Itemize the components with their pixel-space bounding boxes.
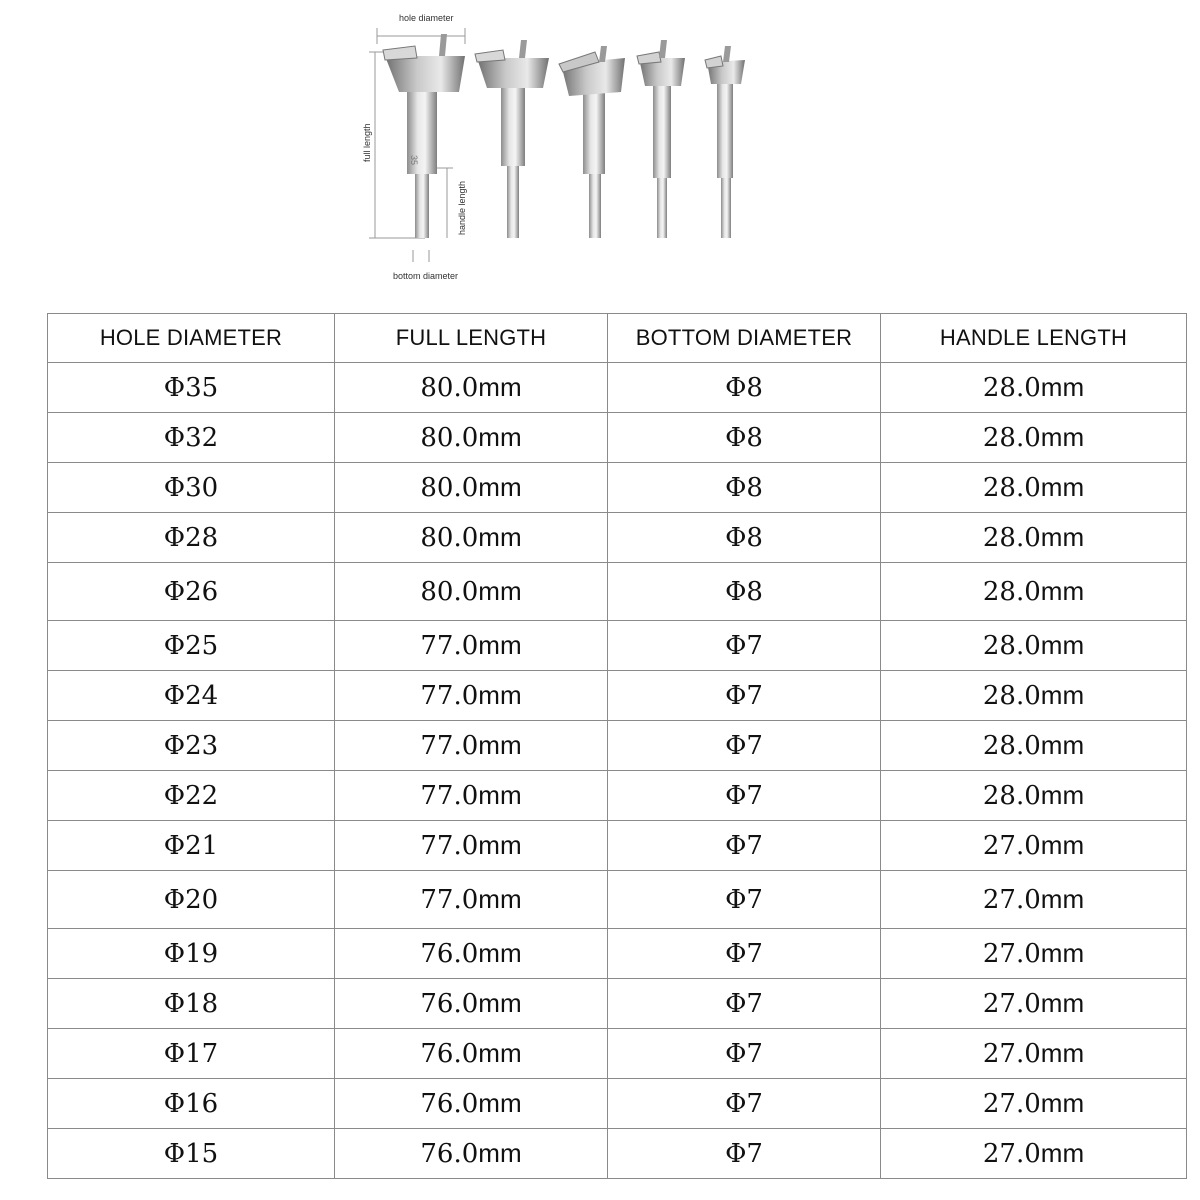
drill-bit-15: [705, 46, 745, 238]
value-text: 28.0: [982, 523, 1041, 553]
bottom-diameter-cell: Φ7: [608, 871, 881, 929]
full-length-cell: [335, 979, 608, 1029]
value-text: 27.0: [982, 989, 1041, 1019]
value-text: 77.0: [420, 831, 479, 861]
hole-diameter-cell: Φ23: [48, 721, 335, 771]
handle-length-cell: [881, 979, 1187, 1029]
value-text: 80.0: [420, 373, 479, 403]
unit-text: mm: [478, 630, 522, 660]
handle-length-cell: [881, 1129, 1187, 1179]
value-text: 77.0: [420, 731, 479, 761]
handle-length-cell: [881, 463, 1187, 513]
handle-length-cell: [881, 929, 1187, 979]
header-hole-diameter: HOLE DIAMETER: [48, 314, 335, 363]
value-text: 27.0: [982, 1039, 1041, 1069]
bottom-diameter-cell: Φ7: [608, 1129, 881, 1179]
table-row: [48, 1129, 1187, 1179]
table-row: [48, 463, 1187, 513]
drill-bit-20: [637, 40, 685, 238]
unit-text: mm: [478, 884, 522, 914]
unit-text: mm: [478, 522, 522, 552]
drill-bit-30: [475, 40, 549, 238]
value-text: 27.0: [982, 939, 1041, 969]
table-row: [48, 363, 1187, 413]
handle-length-cell: [881, 621, 1187, 671]
unit-text: mm: [1040, 938, 1085, 968]
svg-text:35: 35: [409, 155, 419, 166]
table-row: [48, 771, 1187, 821]
table-row: [48, 621, 1187, 671]
handle-length-cell: [881, 871, 1187, 929]
unit-text: mm: [478, 680, 522, 710]
value-text: 77.0: [420, 781, 479, 811]
unit-text: mm: [478, 830, 522, 860]
unit-text: mm: [1040, 630, 1085, 660]
hole-diameter-label: hole diameter: [399, 13, 454, 23]
value-text: 28.0: [982, 681, 1041, 711]
bottom-diameter-cell: Φ8: [608, 363, 881, 413]
full-length-cell: [335, 621, 608, 671]
unit-text: mm: [1040, 1088, 1085, 1118]
bottom-diameter-cell: Φ7: [608, 979, 881, 1029]
unit-text: mm: [478, 780, 522, 810]
header-bottom-diameter: BOTTOM DIAMETER: [608, 314, 881, 363]
unit-text: mm: [1040, 1038, 1085, 1068]
value-text: 28.0: [982, 631, 1041, 661]
full-length-cell: [335, 513, 608, 563]
hole-diameter-cell: Φ35: [48, 363, 335, 413]
unit-text: mm: [1040, 372, 1085, 402]
full-length-cell: [335, 363, 608, 413]
table-row: [48, 563, 1187, 621]
hole-diameter-cell: Φ20: [48, 871, 335, 929]
unit-text: mm: [478, 576, 522, 606]
hole-diameter-cell: Φ32: [48, 413, 335, 463]
handle-length-cell: [881, 513, 1187, 563]
handle-length-cell: [881, 1029, 1187, 1079]
value-text: 76.0: [420, 1089, 479, 1119]
full-length-label: full length: [362, 123, 372, 162]
bottom-diameter-cell: Φ7: [608, 671, 881, 721]
hole-diameter-cell: Φ15: [48, 1129, 335, 1179]
drill-bit-35: [383, 34, 465, 238]
unit-text: mm: [478, 372, 522, 402]
value-text: 28.0: [982, 373, 1041, 403]
bottom-diameter-cell: Φ7: [608, 721, 881, 771]
table-row: [48, 929, 1187, 979]
full-length-cell: [335, 771, 608, 821]
table-row: [48, 671, 1187, 721]
value-text: 76.0: [420, 989, 479, 1019]
value-text: 76.0: [420, 1039, 479, 1069]
full-length-cell: [335, 413, 608, 463]
handle-length-cell: [881, 721, 1187, 771]
value-text: 80.0: [420, 423, 479, 453]
table-header-row: [48, 314, 1187, 363]
table-row: [48, 979, 1187, 1029]
bottom-diameter-cell: Φ8: [608, 463, 881, 513]
value-text: 28.0: [982, 473, 1041, 503]
value-text: 27.0: [982, 885, 1041, 915]
hole-diameter-cell: Φ24: [48, 671, 335, 721]
table-row: [48, 1079, 1187, 1129]
handle-length-cell: [881, 563, 1187, 621]
unit-text: mm: [1040, 680, 1085, 710]
bottom-diameter-cell: Φ7: [608, 621, 881, 671]
unit-text: mm: [478, 472, 522, 502]
full-length-cell: [335, 1129, 608, 1179]
unit-text: mm: [1040, 522, 1085, 552]
spec-table: [47, 313, 1187, 1179]
hole-diameter-cell: Φ28: [48, 513, 335, 563]
hole-diameter-cell: Φ25: [48, 621, 335, 671]
header-handle-length: HANDLE LENGTH: [881, 314, 1187, 363]
bottom-diameter-cell: Φ8: [608, 563, 881, 621]
unit-text: mm: [1040, 780, 1085, 810]
table-row: [48, 513, 1187, 563]
bottom-diameter-cell: Φ7: [608, 821, 881, 871]
unit-text: mm: [1040, 830, 1085, 860]
table-row: [48, 821, 1187, 871]
hole-diameter-cell: Φ26: [48, 563, 335, 621]
unit-text: mm: [478, 1038, 522, 1068]
full-length-cell: [335, 671, 608, 721]
handle-length-cell: [881, 771, 1187, 821]
value-text: 27.0: [982, 831, 1041, 861]
table-row: [48, 413, 1187, 463]
hole-diameter-cell: Φ21: [48, 821, 335, 871]
table-row: [48, 871, 1187, 929]
bottom-diameter-cell: Φ7: [608, 1029, 881, 1079]
full-length-cell: [335, 1079, 608, 1129]
hole-diameter-cell: Φ17: [48, 1029, 335, 1079]
full-length-cell: [335, 721, 608, 771]
value-text: 28.0: [982, 423, 1041, 453]
value-text: 77.0: [420, 885, 479, 915]
unit-text: mm: [1040, 472, 1085, 502]
handle-length-label: handle length: [457, 180, 467, 235]
unit-text: mm: [1040, 884, 1085, 914]
hole-diameter-cell: Φ22: [48, 771, 335, 821]
handle-length-cell: [881, 671, 1187, 721]
handle-length-cell: [881, 1079, 1187, 1129]
value-text: 76.0: [420, 1139, 479, 1169]
bottom-diameter-cell: Φ7: [608, 929, 881, 979]
drill-bit-diagram: [355, 0, 785, 290]
drill-bit-25: [559, 46, 625, 238]
unit-text: mm: [1040, 730, 1085, 760]
full-length-cell: [335, 929, 608, 979]
unit-text: mm: [478, 730, 522, 760]
value-text: 80.0: [420, 577, 479, 607]
handle-length-cell: [881, 821, 1187, 871]
unit-text: mm: [1040, 988, 1085, 1018]
bottom-diameter-cell: Φ8: [608, 513, 881, 563]
value-text: 77.0: [420, 681, 479, 711]
full-length-cell: [335, 563, 608, 621]
unit-text: mm: [1040, 576, 1085, 606]
value-text: 28.0: [982, 731, 1041, 761]
unit-text: mm: [1040, 1138, 1085, 1168]
value-text: 80.0: [420, 523, 479, 553]
hole-diameter-cell: Φ16: [48, 1079, 335, 1129]
hole-diameter-cell: Φ19: [48, 929, 335, 979]
bottom-diameter-label: bottom diameter: [393, 271, 459, 281]
hole-diameter-cell: Φ18: [48, 979, 335, 1029]
handle-length-cell: [881, 413, 1187, 463]
value-text: 27.0: [982, 1089, 1041, 1119]
bottom-diameter-cell: Φ7: [608, 771, 881, 821]
full-length-cell: [335, 821, 608, 871]
unit-text: mm: [478, 988, 522, 1018]
value-text: 27.0: [982, 1139, 1041, 1169]
value-text: 76.0: [420, 939, 479, 969]
unit-text: mm: [478, 1088, 522, 1118]
value-text: 28.0: [982, 577, 1041, 607]
table-row: [48, 1029, 1187, 1079]
value-text: 77.0: [420, 631, 479, 661]
full-length-cell: [335, 463, 608, 513]
header-full-length: FULL LENGTH: [335, 314, 608, 363]
unit-text: mm: [1040, 422, 1085, 452]
unit-text: mm: [478, 1138, 522, 1168]
table-row: [48, 721, 1187, 771]
value-text: 28.0: [982, 781, 1041, 811]
value-text: 80.0: [420, 473, 479, 503]
table-body: [48, 363, 1187, 1179]
unit-text: mm: [478, 938, 522, 968]
full-length-cell: [335, 871, 608, 929]
bottom-diameter-cell: Φ8: [608, 413, 881, 463]
unit-text: mm: [478, 422, 522, 452]
hole-diameter-cell: Φ30: [48, 463, 335, 513]
bottom-diameter-cell: Φ7: [608, 1079, 881, 1129]
handle-length-cell: [881, 363, 1187, 413]
full-length-cell: [335, 1029, 608, 1079]
